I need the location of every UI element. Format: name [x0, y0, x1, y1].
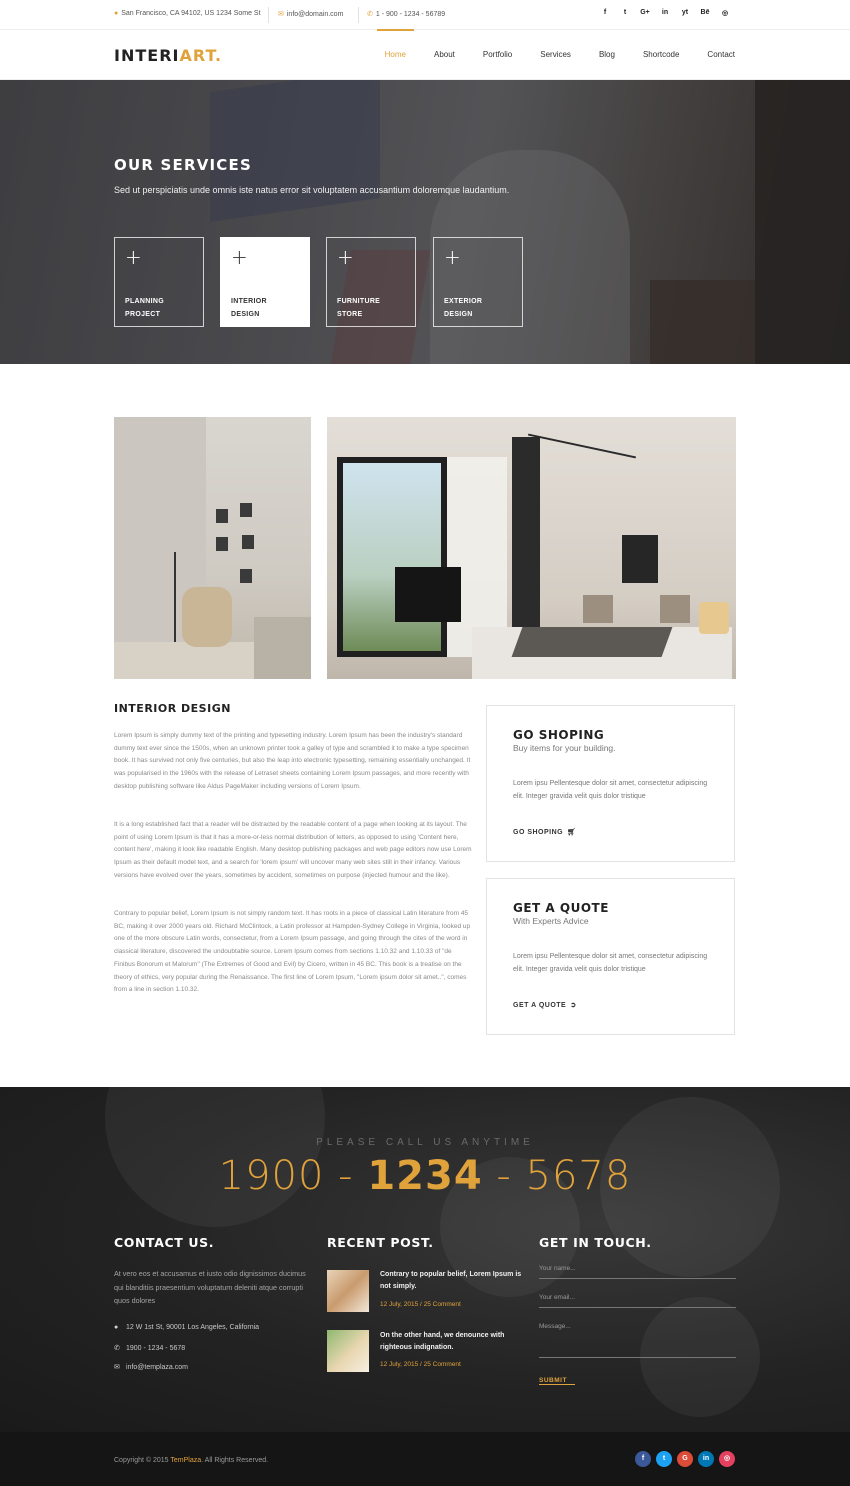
youtube-icon[interactable]: yt — [681, 9, 689, 16]
email-placeholder: Your email... — [539, 1294, 575, 1301]
topbar-social-links — [595, 9, 735, 17]
card-subtitle: Buy items for your building. — [513, 743, 616, 753]
hero-title: OUR SERVICES — [114, 156, 252, 174]
recent-post-title: RECENT POST. — [327, 1235, 434, 1250]
photo-window — [337, 457, 447, 657]
service-label — [444, 295, 514, 321]
post-thumbnail[interactable] — [327, 1270, 369, 1312]
nav-item-shortcode[interactable]: Shortcode — [642, 50, 680, 59]
section-title: INTERIOR DESIGN — [114, 702, 231, 715]
dribbble-icon[interactable]: ◎ — [721, 10, 729, 17]
topbar-address — [114, 10, 261, 17]
service-label-line1: EXTERIOR — [444, 298, 483, 305]
email-text[interactable]: info@domain.com — [286, 11, 344, 18]
contact-us-title: CONTACT US. — [114, 1235, 215, 1250]
card-description: Lorem ipsu Pellentesque dolor sit amet, consectetur adipiscing elit. Integer gravida velit quis dolor tristique — [513, 780, 708, 800]
phone-text: 1 - 900 - 1234 - 56789 — [375, 11, 446, 18]
contact-phone-text: 1900 - 1234 - 5678 — [126, 1345, 186, 1352]
card-title: GET A QUOTE — [513, 901, 609, 915]
photo-wall-art — [622, 535, 658, 583]
contact-email-text[interactable]: info@templaza.com — [126, 1364, 188, 1371]
google-plus-icon[interactable]: G+ — [640, 9, 650, 16]
topbar-email[interactable] — [278, 10, 343, 18]
photo-tv — [395, 567, 461, 622]
photo-sofa — [254, 617, 311, 679]
envelope-icon: ✉ — [114, 1364, 120, 1371]
phone-icon: ✆ — [114, 1345, 120, 1352]
go-shoping-card — [486, 705, 735, 862]
post-meta: 12 July, 2015 / 25 Comment — [380, 1361, 461, 1368]
message-placeholder: Message... — [539, 1323, 571, 1330]
main-header — [0, 30, 850, 80]
card-link-label[interactable]: GET A QUOTE — [513, 1002, 567, 1009]
service-label-line2: DESIGN — [231, 311, 260, 318]
logo-main-text: INTERI — [114, 46, 180, 65]
get-in-touch-title: GET IN TOUCH. — [539, 1235, 652, 1250]
call-anytime-label: PLEASE CALL US ANYTIME — [316, 1137, 534, 1148]
nav-item-contact[interactable]: Contact — [707, 50, 735, 59]
footer-phone-number — [0, 1153, 850, 1199]
cart-icon: 🛒︎ — [567, 829, 577, 836]
service-box-planning-project[interactable] — [114, 237, 204, 327]
location-pin-icon: ● — [114, 1324, 119, 1331]
envelope-icon: ✉ — [278, 11, 284, 18]
arrow-circle-icon: ➲ — [570, 1002, 577, 1009]
twitter-icon[interactable]: t — [656, 1451, 672, 1467]
photo-chair — [660, 595, 690, 623]
photo-shelf — [216, 509, 228, 523]
card-title: GO SHOPING — [513, 728, 605, 742]
photo-shelf — [240, 503, 252, 517]
service-box-interior-design[interactable] — [220, 237, 310, 327]
services-hero — [0, 80, 850, 364]
photo-bed-throw — [512, 627, 673, 657]
card-link-label[interactable]: GO SHOPING — [513, 829, 564, 836]
go-shoping-link[interactable] — [513, 828, 577, 836]
divider — [358, 7, 359, 23]
copyright-brand-link[interactable]: TemPlaza — [170, 1457, 202, 1464]
linkedin-icon[interactable]: in — [661, 9, 669, 16]
name-placeholder: Your name... — [539, 1265, 576, 1272]
facebook-icon[interactable]: f — [635, 1451, 651, 1467]
card-description: Lorem ipsu Pellentesque dolor sit amet, consectetur adipiscing elit. Integer gravida velit quis dolor tristique — [513, 953, 708, 973]
submit-underline — [539, 1384, 575, 1385]
phone-part: 1900 - — [218, 1153, 368, 1199]
phone-part: - 5678 — [482, 1153, 632, 1199]
get-a-quote-link[interactable] — [513, 1001, 577, 1009]
message-field[interactable] — [539, 1322, 736, 1358]
site-logo[interactable] — [114, 46, 222, 65]
service-label-line1: FURNITURE — [337, 298, 381, 305]
nav-item-home[interactable]: Home — [385, 30, 406, 80]
card-subtitle: With Experts Advice — [513, 916, 589, 926]
address-text: San Francisco, CA 94102, US 1234 Some St — [121, 10, 261, 17]
photo-chair — [583, 595, 613, 623]
contact-address-text: 12 W 1st St, 90001 Los Angeles, California — [126, 1324, 260, 1331]
body-paragraph: It is a long established fact that a reader will be distracted by the readable content of a page when looking at its layout. The point of using Lorem Ipsum is that it has a more-or-less normal distribution of letters, as opposed to using 'Content here, content here', making it look like readable English. Many desktop publishing packages and web page editors now use Lorem Ipsum as their default model text, and a search for 'lorem ipsum' will uncover many web sites still in their infancy. Various versions have evolved over the years, sometimes by accident, sometimes on purpose (injected humour and the like). — [114, 821, 472, 879]
phone-icon: ✆ — [367, 11, 373, 18]
service-label-line1: PLANNING — [125, 298, 164, 305]
copyright-prefix: Copyright © 2015 — [114, 1457, 171, 1464]
contact-email[interactable] — [114, 1363, 188, 1371]
name-field[interactable] — [539, 1264, 736, 1279]
twitter-icon[interactable]: t — [623, 9, 627, 16]
nav-item-services[interactable]: Services — [540, 50, 571, 59]
service-label-line2: DESIGN — [444, 311, 473, 318]
photo-shelf — [242, 535, 254, 549]
footer-social-links — [635, 1451, 735, 1467]
service-label-line2: STORE — [337, 311, 363, 318]
service-box-exterior-design[interactable] — [433, 237, 523, 327]
phone-part-bold: 1234 — [367, 1153, 483, 1199]
divider — [268, 7, 269, 23]
contact-phone — [114, 1344, 185, 1352]
logo-accent-text: ART. — [179, 46, 223, 65]
linkedin-icon[interactable]: in — [698, 1451, 714, 1467]
bottom-bar — [0, 1432, 850, 1486]
service-label-line1: INTERIOR — [231, 298, 267, 305]
interior-photo-bedroom — [327, 417, 736, 679]
plus-icon: + — [231, 245, 248, 269]
service-label — [337, 295, 407, 321]
contact-address — [114, 1324, 259, 1331]
top-bar — [0, 0, 850, 30]
photo-armchair — [182, 587, 232, 647]
nav-item-portfolio[interactable]: Portfolio — [482, 50, 513, 59]
submit-button[interactable]: SUBMIT — [539, 1377, 567, 1384]
service-label — [231, 295, 301, 321]
service-label-line2: PROJECT — [125, 311, 161, 318]
site-footer — [0, 1087, 850, 1432]
post-thumbnail[interactable] — [327, 1330, 369, 1372]
location-pin-icon: ● — [114, 10, 119, 17]
topbar-phone — [367, 10, 445, 18]
main-nav — [357, 30, 735, 80]
service-box-furniture-store[interactable] — [326, 237, 416, 327]
copyright-suffix: . All Rights Reserved. — [201, 1457, 269, 1464]
hero-subtitle: Sed ut perspiciatis unde omnis iste natus error sit voluptatem accusantium doloremque laudantium. — [114, 185, 510, 195]
post-meta: 12 July, 2015 / 25 Comment — [380, 1301, 461, 1308]
photo-floor-lamp — [174, 552, 176, 642]
nav-item-about[interactable]: About — [433, 50, 455, 59]
body-paragraph: Contrary to popular belief, Lorem Ipsum is not simply random text. It has roots in a piece of classical Latin literature from 45 BC, making it over 2000 years old. Richard McClintock, a Latin professor at Hampden-Sydney College in Virginia, looked up one of the more obscure Latin words, consectetur, from a Lorem Ipsum passage, and going through the cites of the word in classical literature, discovered the undoubtable source. Lorem Ipsum comes from sections 1.10.32 and 1.10.33 of "de Finibus Bonorum et Malorum" (The Extremes of Good and Evil) by Cicero, written in 45 BC. This book is a treatise on the theory of ethics, very popular during the Renaissance. The first line of Lorem Ipsum, "Lorem ipsum dolor sit amet..", comes from a line in section 1.10.32. — [114, 910, 471, 994]
photo-ceiling-fixture — [528, 434, 636, 459]
photo-shelf — [240, 569, 252, 583]
google-plus-icon[interactable]: G — [677, 1451, 693, 1467]
copyright — [114, 1457, 268, 1464]
post-title-link[interactable]: Contrary to popular belief, Lorem Ipsum is not simply. — [380, 1271, 522, 1290]
email-field[interactable] — [539, 1293, 736, 1308]
nav-item-blog[interactable]: Blog — [598, 50, 615, 59]
plus-icon: + — [125, 245, 142, 269]
post-title-link[interactable]: On the other hand, we denounce with righteous indignation. — [380, 1332, 505, 1351]
dribbble-icon[interactable]: ◎ — [719, 1451, 735, 1467]
facebook-icon[interactable]: f — [603, 9, 607, 16]
contact-description: At vero eos et accusamus et iusto odio dignissimos ducimus qui blanditiis praesentium voluptatum deleniti atque corrupti quos dolores — [114, 1269, 306, 1305]
interior-photo-living-corner — [114, 417, 311, 679]
photo-shelf — [216, 537, 228, 551]
body-paragraph: Lorem Ipsum is simply dummy text of the printing and typesetting industry. Lorem Ipsum has been the industry's standard dummy text ever since the 1500s, when an unknown printer took a galley of type and scrambled it to make a type specimen book. It has survived not only five centuries, but also the leap into electronic typesetting, remaining essentially unchanged. It was popularised in the 1960s with the release of Letraset sheets containing Lorem Ipsum passages, and more recently with desktop publishing software like Aldus PageMaker including versions of Lorem Ipsum. — [114, 732, 471, 790]
plus-icon: + — [444, 245, 461, 269]
behance-icon[interactable]: Bē — [700, 9, 710, 16]
photo-table-lamp — [699, 602, 729, 634]
get-a-quote-card — [486, 878, 735, 1035]
service-label — [125, 295, 195, 321]
plus-icon: + — [337, 245, 354, 269]
